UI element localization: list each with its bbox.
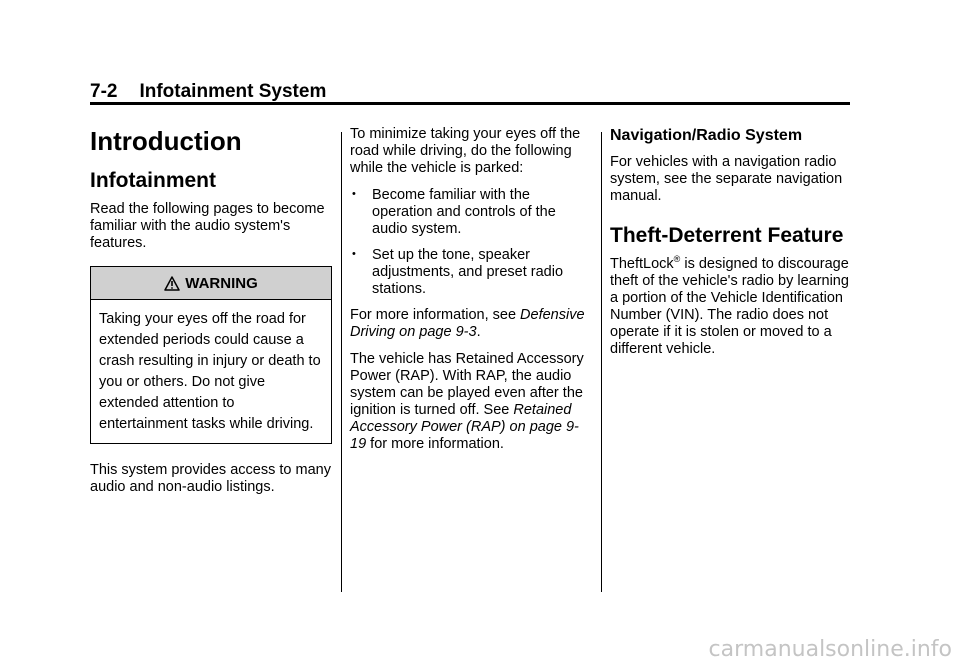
navigation-paragraph: For vehicles with a navigation radio system, see the separate navigation manual. bbox=[610, 154, 843, 204]
list-item: • Set up the tone, speaker adjustments, and preset radio stations. bbox=[352, 247, 564, 297]
warning-header bbox=[91, 267, 331, 300]
rap-paragraph: The vehicle has Retained Accessory Power (RAP). With RAP, the audio system can be played even after the ignition is turned off. See Retained Accessory Power (RAP) on page 9-19 for more information. bbox=[350, 351, 584, 452]
warning-label: WARNING bbox=[185, 274, 258, 292]
registered-mark: ® bbox=[673, 254, 681, 265]
more-info-paragraph: For more information, see Defensive Driving on page 9-3. bbox=[350, 307, 585, 340]
section-heading-infotainment: Infotainment bbox=[90, 169, 216, 192]
header-rule bbox=[90, 102, 850, 105]
page-header bbox=[90, 80, 850, 104]
outro-paragraph: This system provides access to many audio and non-audio listings. bbox=[90, 462, 331, 495]
bullet-list bbox=[350, 187, 590, 298]
column-divider-right bbox=[601, 132, 602, 592]
warning-triangle-icon bbox=[164, 276, 180, 291]
bullet-icon: • bbox=[352, 248, 356, 260]
intro-paragraph: Read the following pages to become familiar with the audio system's features. bbox=[90, 201, 325, 251]
column-1 bbox=[90, 126, 332, 506]
list-item: • Become familiar with the operation and controls of the audio system. bbox=[352, 187, 556, 237]
page-title: Introduction bbox=[90, 126, 242, 156]
theft-paragraph: TheftLock® is designed to discourage theft of the vehicle's radio by learning a portion of the Vehicle Identification Number (VIN). The radio does not operate if it is stolen or moved to a different vehicle. bbox=[610, 254, 849, 357]
page-number: 7-2 bbox=[90, 81, 118, 102]
bullet-icon: • bbox=[352, 188, 356, 200]
column-2 bbox=[350, 126, 590, 463]
watermark: carmanualsonline.info bbox=[708, 637, 952, 662]
rap-link[interactable]: Retained Accessory Power (RAP) on page 9-19 bbox=[350, 402, 579, 452]
defensive-driving-link[interactable]: Defensive Driving on page 9-3 bbox=[350, 307, 585, 340]
column-divider-left bbox=[341, 132, 342, 592]
navigation-heading: Navigation/Radio System bbox=[610, 127, 803, 144]
driving-intro-paragraph: To minimize taking your eyes off the road while driving, do the following while the vehicle is parked: bbox=[350, 126, 581, 176]
section-title: Infotainment System bbox=[139, 81, 327, 102]
column-3 bbox=[610, 126, 860, 368]
warning-body: Taking your eyes off the road for extended periods could cause a crash resulting in injury or death to you or others. Do not give extended attention to entertainment tasks while driving. bbox=[99, 311, 321, 432]
warning-box bbox=[90, 266, 332, 444]
theft-heading: Theft-Deterrent Feature bbox=[610, 224, 844, 247]
